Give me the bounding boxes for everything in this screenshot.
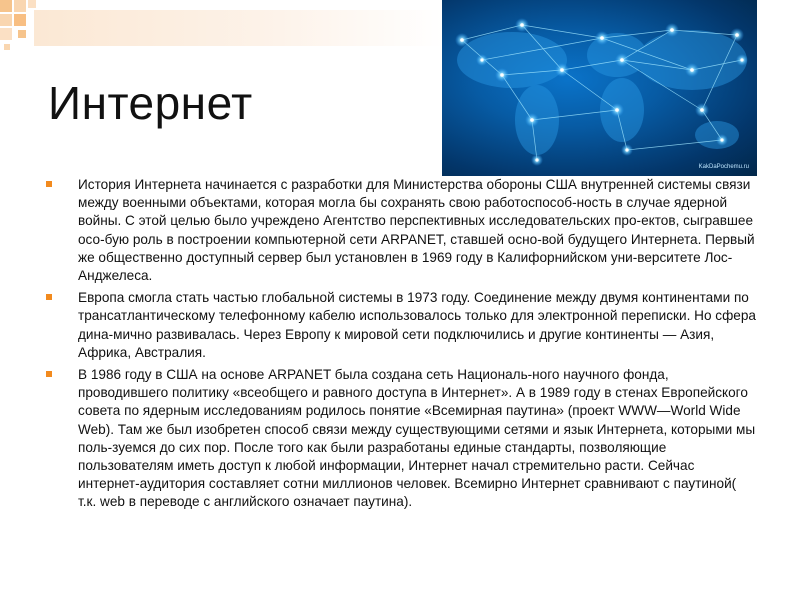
bullet-icon xyxy=(46,294,52,300)
bullet-icon xyxy=(46,181,52,187)
list-item xyxy=(56,289,756,362)
paragraph-text: История Интернета начинается с разработки для Министерства обороны США внутренней системы связи между военными объектами, которая могла бы сохранять свою работоспособ-ность в случае ядерной войны. С этой целью было учреждено Агентство перспективных исследовательских про-ектов, сыгравшее осо-бую роль в построении компьютерной сети ARPANET, ставшей осно-вой будущего Интернета. Первый же общественно доступный сервер был установлен в 1969 году в Калифорнийском уни-верситете Лос-Анджелеса. xyxy=(78,177,755,284)
header-banner xyxy=(34,10,444,46)
list-item xyxy=(56,366,756,512)
bullet-icon xyxy=(46,371,52,377)
list-item xyxy=(56,176,756,285)
network-world-map-image xyxy=(442,0,757,176)
paragraph-text: В 1986 году в США на основе ARPANET была создана сеть Националь-ного научного фонда, проводившего политику «всеобщего и равного доступа в Интернет». А в 1989 году в стенах Европейского совета по ядерным исследованиям родилось понятие «Всемирная паутина» (проект WWW—World Wide Web). Там же был изобретен способ связи между существующими сетями и язык Интернета, которыми мы поль-зуемся до сих пор. После того как были разработаны единые стандарты, позволяющие пользователям иметь доступ к любой информации, Интернет начал стремительно расти. Сейчас интернет-аудитория составляет сотни миллионов человек. Всемирно Интернет сравнивают с паутиной( т.к. web в переводе с английского означает паутина). xyxy=(78,367,756,510)
image-watermark: KakDaPochemu.ru xyxy=(698,164,749,170)
network-map-graphic xyxy=(442,0,757,176)
content-list xyxy=(56,176,756,516)
paragraph-text: Европа смогла стать частью глобальной системы в 1973 году. Соединение между двумя континентами по трансатлантическому телефонному кабелю использовалось только для электронной переписки. Но сфера дина-мично развивалась. Через Европу к мировой сети подключились и другие континенты — Азия, Африка, Австралия. xyxy=(78,290,756,360)
slide-title: Интернет xyxy=(48,77,253,129)
